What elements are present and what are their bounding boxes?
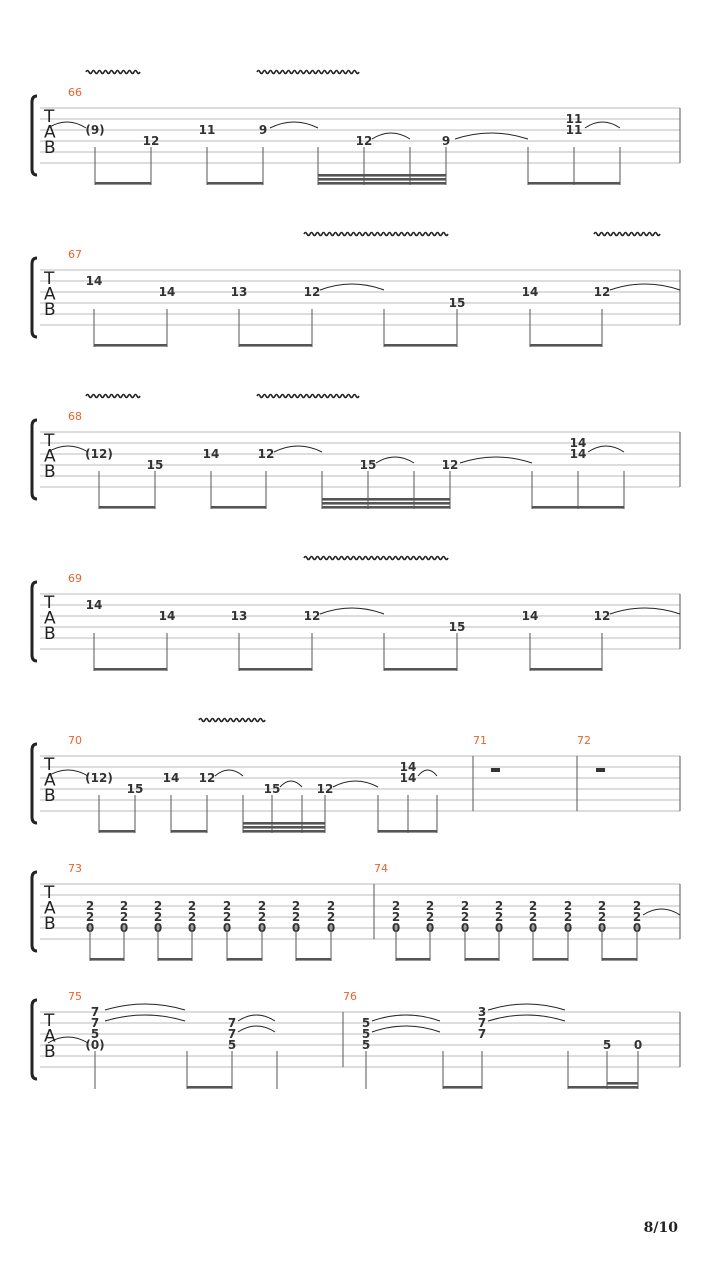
- fret-number: 2: [119, 910, 129, 924]
- fret-number: 7: [227, 1027, 237, 1041]
- tab-clef-letter: A: [44, 898, 56, 919]
- note-beam: [207, 182, 263, 185]
- fret-number: 14: [202, 447, 220, 461]
- fret-number: 0: [257, 921, 267, 935]
- tie-arc: [333, 781, 378, 787]
- fret-number: 0: [563, 921, 573, 935]
- fret-number: 7: [90, 1005, 100, 1019]
- note-beam: [158, 958, 192, 961]
- fret-number: 11: [565, 123, 583, 137]
- tab-clef-letter: B: [44, 914, 56, 934]
- note-beam: [602, 958, 637, 961]
- note-beam: [607, 1086, 638, 1089]
- fret-number: 15: [126, 782, 144, 796]
- fret-number: 2: [528, 899, 538, 913]
- fret-number: 14: [399, 771, 417, 785]
- fret-number: 2: [257, 899, 267, 913]
- fret-number: 2: [187, 910, 197, 924]
- fret-number: 7: [227, 1016, 237, 1030]
- note-beam: [318, 182, 446, 185]
- note-beam: [318, 174, 446, 177]
- tab-clef-letter: A: [44, 122, 56, 143]
- fret-number: 12: [441, 458, 459, 472]
- note-beam: [384, 668, 457, 671]
- fret-number: 0: [119, 921, 129, 935]
- vibrato-mark: [199, 719, 265, 722]
- fret-number: 13: [230, 609, 248, 623]
- fret-number: 7: [477, 1016, 487, 1030]
- tab-clef-letter: T: [44, 593, 55, 613]
- vibrato-mark: [86, 71, 140, 74]
- fret-number: 14: [158, 285, 176, 299]
- fret-number: 2: [597, 910, 607, 924]
- fret-number: 0: [633, 1038, 643, 1052]
- fret-number: 12: [593, 285, 611, 299]
- fret-number: 2: [391, 899, 401, 913]
- fret-number: 14: [569, 436, 587, 450]
- tie-arc: [274, 446, 322, 452]
- fret-number: 2: [291, 910, 301, 924]
- note-beam: [528, 182, 620, 185]
- tab-clef-letter: T: [44, 755, 55, 775]
- note-beam: [396, 958, 430, 961]
- note-beam: [443, 1086, 482, 1089]
- fret-number: 2: [632, 899, 642, 913]
- note-beam: [94, 668, 167, 671]
- tie-arc: [320, 284, 384, 290]
- fret-number: 2: [563, 899, 573, 913]
- note-beam: [171, 830, 207, 833]
- fret-number: 2: [597, 899, 607, 913]
- tab-clef-letter: A: [44, 770, 56, 791]
- note-beam: [99, 830, 135, 833]
- fret-number: 15: [359, 458, 377, 472]
- note-beam: [530, 344, 602, 347]
- tab-clef-letter: A: [44, 446, 56, 467]
- fret-number: 0: [391, 921, 401, 935]
- note-beam: [239, 344, 312, 347]
- fret-number: 0: [597, 921, 607, 935]
- fret-number: 14: [521, 285, 539, 299]
- measure-number: 73: [68, 862, 82, 875]
- fret-number: 14: [85, 274, 103, 288]
- system-bracket: [32, 872, 37, 951]
- fret-number: 5: [361, 1016, 371, 1030]
- fret-number: 12: [303, 609, 321, 623]
- fret-number: 7: [90, 1016, 100, 1030]
- whole-rest: [491, 768, 500, 772]
- note-beam: [322, 502, 450, 505]
- tab-system: [32, 862, 680, 961]
- note-beam: [187, 1086, 232, 1089]
- fret-number: 12: [142, 134, 160, 148]
- tie-arc: [320, 608, 384, 614]
- measure-number: 71: [473, 734, 487, 747]
- measure-number: 67: [68, 248, 82, 261]
- note-beam: [322, 498, 450, 501]
- tab-clef-letter: B: [44, 138, 56, 158]
- fret-number: (12): [85, 771, 113, 785]
- tab-clef-letter: T: [44, 883, 55, 903]
- tab-system: [32, 233, 680, 348]
- fret-number: 14: [569, 447, 587, 461]
- tie-arc: [376, 457, 414, 463]
- fret-number: 2: [494, 910, 504, 924]
- fret-number: 5: [90, 1027, 100, 1041]
- fret-number: 13: [230, 285, 248, 299]
- tab-clef-letter: B: [44, 624, 56, 644]
- tab-system: [32, 557, 680, 672]
- fret-number: 0: [494, 921, 504, 935]
- note-beam: [243, 822, 325, 825]
- fret-number: 2: [222, 910, 232, 924]
- tab-clef-letter: B: [44, 1042, 56, 1062]
- note-beam: [530, 668, 602, 671]
- note-beam: [532, 506, 624, 509]
- system-bracket: [32, 744, 37, 823]
- fret-number: 12: [316, 782, 334, 796]
- fret-number: 5: [227, 1038, 237, 1052]
- fret-number: 0: [187, 921, 197, 935]
- system-bracket: [32, 420, 37, 499]
- note-beam: [243, 826, 325, 829]
- tie-arc: [588, 446, 624, 452]
- fret-number: 2: [187, 899, 197, 913]
- page-number: 8/10: [643, 1220, 678, 1236]
- whole-rest: [596, 768, 605, 772]
- tab-clef-letter: B: [44, 462, 56, 482]
- fret-number: 2: [153, 910, 163, 924]
- tab-system: [32, 719, 680, 834]
- measure-number: 69: [68, 572, 82, 585]
- note-beam: [95, 182, 151, 185]
- fret-number: 2: [391, 910, 401, 924]
- system-bracket: [32, 582, 37, 661]
- system-bracket: [32, 96, 37, 175]
- note-beam: [211, 506, 266, 509]
- fret-number: 0: [291, 921, 301, 935]
- fret-number: 2: [632, 910, 642, 924]
- tie-arc: [610, 608, 680, 614]
- tab-system: [32, 395, 680, 510]
- tie-arc: [105, 1015, 185, 1021]
- note-beam: [94, 344, 167, 347]
- fret-number: 12: [303, 285, 321, 299]
- note-beam: [465, 958, 499, 961]
- system-bracket: [32, 258, 37, 337]
- fret-number: 15: [146, 458, 164, 472]
- fret-number: 15: [448, 296, 466, 310]
- measure-number: 75: [68, 990, 82, 1003]
- fret-number: 7: [477, 1027, 487, 1041]
- tie-arc: [585, 122, 620, 128]
- measure-number: 72: [577, 734, 591, 747]
- vibrato-mark: [257, 71, 359, 74]
- tab-clef-letter: T: [44, 1011, 55, 1031]
- note-beam: [90, 958, 124, 961]
- note-beam: [227, 958, 262, 961]
- fret-number: 2: [222, 899, 232, 913]
- fret-number: 15: [448, 620, 466, 634]
- fret-number: 2: [291, 899, 301, 913]
- tab-clef-letter: B: [44, 300, 56, 320]
- fret-number: 12: [257, 447, 275, 461]
- note-beam: [607, 1082, 638, 1085]
- fret-number: 12: [198, 771, 216, 785]
- tie-arc: [643, 909, 680, 915]
- fret-number: 0: [153, 921, 163, 935]
- vibrato-mark: [304, 557, 448, 560]
- fret-number: 2: [460, 910, 470, 924]
- vibrato-mark: [257, 395, 359, 398]
- tie-arc: [280, 781, 302, 787]
- tie-arc: [372, 1026, 440, 1032]
- fret-number: 0: [222, 921, 232, 935]
- note-beam: [318, 178, 446, 181]
- fret-number: 0: [460, 921, 470, 935]
- tab-clef-letter: T: [44, 107, 55, 127]
- fret-number: (0): [85, 1038, 105, 1052]
- tab-system: [32, 990, 680, 1089]
- note-beam: [378, 830, 437, 833]
- fret-number: 2: [326, 899, 336, 913]
- fret-number: 11: [198, 123, 216, 137]
- fret-number: 14: [521, 609, 539, 623]
- tie-arc: [105, 1004, 185, 1010]
- system-bracket: [32, 1000, 37, 1079]
- fret-number: 11: [565, 112, 583, 126]
- tie-arc: [372, 133, 410, 139]
- tie-arc: [488, 1004, 565, 1010]
- fret-number: 0: [425, 921, 435, 935]
- tab-system: [32, 71, 680, 186]
- tie-arc: [488, 1015, 565, 1021]
- tab-clef-letter: A: [44, 608, 56, 629]
- fret-number: 2: [326, 910, 336, 924]
- vibrato-mark: [86, 395, 140, 398]
- fret-number: 5: [602, 1038, 612, 1052]
- fret-number: 14: [162, 771, 180, 785]
- note-beam: [533, 958, 568, 961]
- fret-number: 2: [119, 899, 129, 913]
- fret-number: 2: [460, 899, 470, 913]
- tie-arc: [372, 1015, 440, 1021]
- note-beam: [384, 344, 457, 347]
- fret-number: 12: [593, 609, 611, 623]
- tie-arc: [455, 133, 528, 139]
- tie-arc: [215, 770, 243, 776]
- fret-number: (9): [85, 123, 105, 137]
- tie-arc: [610, 284, 680, 290]
- tab-clef-letter: B: [44, 786, 56, 806]
- tab-clef-letter: T: [44, 431, 55, 451]
- fret-number: 9: [258, 123, 268, 137]
- note-beam: [239, 668, 312, 671]
- fret-number: 14: [158, 609, 176, 623]
- fret-number: 14: [399, 760, 417, 774]
- vibrato-mark: [304, 233, 448, 236]
- fret-number: 2: [85, 899, 95, 913]
- fret-number: 2: [257, 910, 267, 924]
- fret-number: 5: [361, 1027, 371, 1041]
- fret-number: 5: [361, 1038, 371, 1052]
- fret-number: 15: [263, 782, 281, 796]
- fret-number: (12): [85, 447, 113, 461]
- fret-number: 2: [494, 899, 504, 913]
- fret-number: 0: [326, 921, 336, 935]
- note-beam: [322, 506, 450, 509]
- tie-arc: [238, 1015, 275, 1021]
- fret-number: 12: [355, 134, 373, 148]
- fret-number: 2: [425, 910, 435, 924]
- note-beam: [296, 958, 331, 961]
- fret-number: 14: [85, 598, 103, 612]
- fret-number: 2: [563, 910, 573, 924]
- measure-number: 68: [68, 410, 82, 423]
- note-beam: [243, 830, 325, 833]
- fret-number: 2: [85, 910, 95, 924]
- tab-clef-letter: A: [44, 1026, 56, 1047]
- fret-number: 2: [153, 899, 163, 913]
- tie-arc: [460, 457, 532, 463]
- measure-number: 66: [68, 86, 82, 99]
- fret-number: 9: [441, 134, 451, 148]
- tie-arc: [418, 770, 437, 776]
- fret-number: 0: [85, 921, 95, 935]
- tie-arc: [238, 1026, 275, 1032]
- measure-number: 70: [68, 734, 82, 747]
- tab-clef-letter: A: [44, 284, 56, 305]
- fret-number: 2: [528, 910, 538, 924]
- vibrato-mark: [594, 233, 660, 236]
- measure-number: 76: [343, 990, 357, 1003]
- fret-number: 3: [477, 1005, 487, 1019]
- note-beam: [99, 506, 155, 509]
- fret-number: 0: [632, 921, 642, 935]
- fret-number: 0: [528, 921, 538, 935]
- tab-clef-letter: T: [44, 269, 55, 289]
- tie-arc: [270, 122, 318, 128]
- fret-number: 2: [425, 899, 435, 913]
- measure-number: 74: [374, 862, 388, 875]
